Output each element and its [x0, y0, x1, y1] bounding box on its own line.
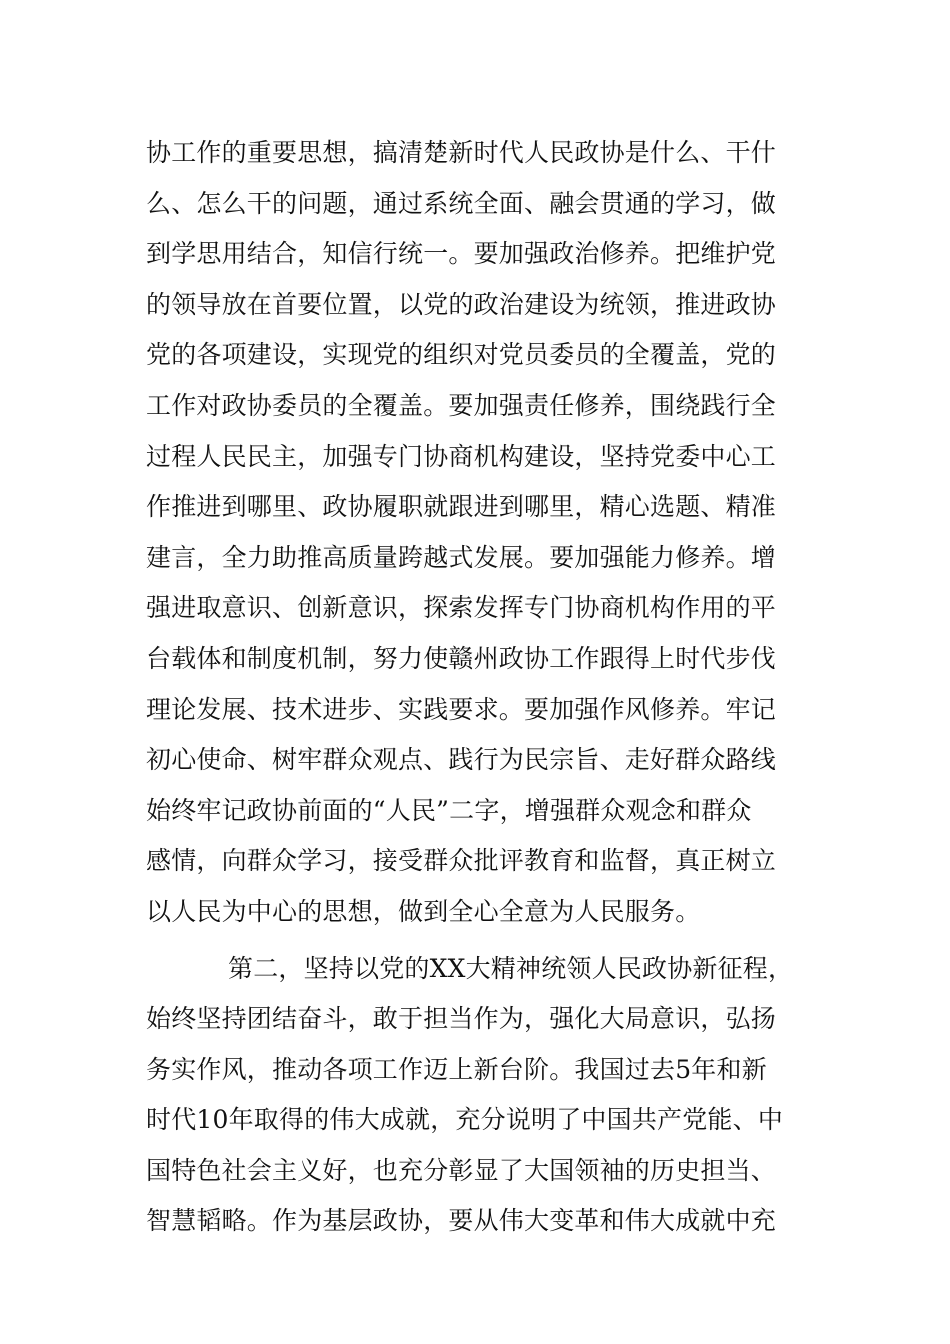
text-line: 以人民为中心的思想，做到全心全意为人民服务。 [146, 896, 701, 926]
text-line: 工作对政协委员的全覆盖。要加强责任修养，围绕践行全 [146, 390, 777, 420]
text-line: 么、怎么干的问题，通过系统全面、融会贯通的学习，做 [146, 188, 777, 218]
text-line: 协工作的重要思想，搞清楚新时代人民政协是什么、干什 [146, 138, 777, 167]
text-line: 作推进到哪里、政协履职就跟进到哪里，精心选题、精准 [146, 492, 777, 522]
text-line: 过程人民民主，加强专门协商机构建设，坚持党委中心工 [146, 441, 777, 471]
document-body [146, 128, 836, 1247]
text-line: 的领导放在首要位置，以党的政治建设为统领，推进政协 [146, 289, 777, 319]
text-line: 台载体和制度机制，努力使赣州政协工作跟得上时代步伐 [146, 643, 777, 673]
text-line: 理论发展、技术进步、实践要求。要加强作风修养。牢记 [146, 694, 777, 724]
text-line: 强进取意识、创新意识，探索发挥专门协商机构作用的平 [146, 593, 777, 623]
paragraph-1 [146, 128, 836, 938]
text-line: 时代10年取得的伟大成就，充分说明了中国共产党能、中 [146, 1105, 784, 1135]
text-line: 智慧韬略。作为基层政协，要从伟大变革和伟大成就中充 [146, 1206, 777, 1236]
text-line-indented: 第二，坚持以党的XX大精神统领人民政协新征程， [228, 953, 794, 983]
paragraph-2 [146, 944, 836, 1248]
text-line: 到学思用结合，知信行统一。要加强政治修养。把维护党 [146, 239, 777, 269]
text-line: 党的各项建设，实现党的组织对党员委员的全覆盖，党的 [146, 340, 777, 370]
text-line: 始终坚持团结奋斗，敢于担当作为，强化大局意识，弘扬 [146, 1004, 777, 1034]
text-line: 务实作风，推动各项工作迈上新台阶。我国过去5年和新 [146, 1054, 767, 1084]
text-line: 始终牢记政协前面的“人民”二字，增强群众观念和群众 [146, 795, 752, 825]
text-line: 感情，向群众学习，接受群众批评教育和监督，真正树立 [146, 846, 777, 876]
text-line: 初心使命、树牢群众观点、践行为民宗旨、走好群众路线 [146, 745, 777, 775]
text-line: 建言，全力助推高质量跨越式发展。要加强能力修养。增 [146, 542, 777, 572]
text-line: 国特色社会主义好，也充分彰显了大国领袖的历史担当、 [146, 1155, 777, 1185]
